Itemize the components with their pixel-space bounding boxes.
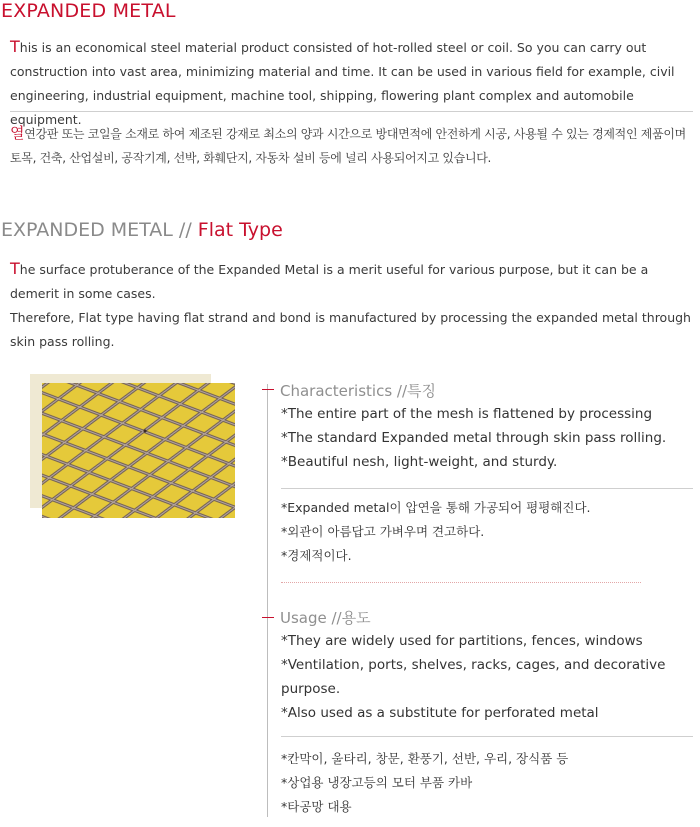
drop-letter-korean: 열	[10, 124, 25, 142]
flat-type-title-accent: Flat Type	[197, 219, 283, 241]
flat-type-title	[1, 219, 283, 241]
drop-letter-flat: T	[10, 259, 20, 278]
list-item: *Also used as a substitute for perforated metal	[281, 705, 599, 721]
usage-heading: Usage //용도	[280, 609, 371, 627]
dotted-divider	[281, 582, 641, 583]
characteristics-heading: Characteristics //특징	[280, 382, 437, 400]
usage-english-list	[281, 629, 696, 725]
list-item: *Ventilation, ports, shelves, racks, cages, and decorative purpose.	[281, 657, 666, 697]
list-item: *타공망 대용	[281, 799, 352, 814]
drop-letter: T	[10, 37, 20, 56]
list-item: *Expanded metal이 압연을 통해 가공되어 평평해진다.	[281, 500, 591, 515]
flat-expanded-metal-photo	[42, 383, 235, 518]
section-divider	[281, 488, 693, 489]
list-item: *외관이 아름답고 가벼우며 견고하다.	[281, 524, 485, 539]
characteristics-marker	[262, 389, 274, 390]
intro-korean-text: 연강판 또는 코일을 소재로 하여 제조된 강재로 최소의 양과 시간으로 방대면적에 안전하게 시공, 사용될 수 있는 경제적인 제품이며 토목, 건축, 산업설비, 공작기계, 선박, 화훼단지, 자동차 설비 등에 널리 사용되어지고 있습니다.	[10, 127, 686, 165]
characteristics-english-list	[281, 402, 696, 474]
list-item: *칸막이, 울타리, 창문, 환풍기, 선반, 우리, 장식품 등	[281, 751, 569, 766]
list-item: *상업용 냉장고등의 모터 부품 카바	[281, 775, 473, 790]
flat-type-line-1-text: he surface protuberance of the Expanded Metal is a merit useful for various purpose, but it can be a demerit in some cases.	[10, 262, 649, 301]
mesh-pattern-graphic	[42, 383, 235, 518]
list-item: *Beautiful nesh, light-weight, and sturdy.	[281, 454, 558, 470]
flat-type-description	[10, 257, 698, 354]
list-item: *The standard Expanded metal through skin pass rolling.	[281, 430, 667, 446]
list-item: *The entire part of the mesh is flattened by processing	[281, 406, 653, 422]
usage-korean-list	[281, 747, 696, 819]
column-rule	[267, 384, 268, 817]
page-title: EXPANDED METAL	[1, 0, 176, 22]
section-divider	[281, 736, 693, 737]
flat-type-line-1	[10, 257, 698, 306]
list-item: *경제적이다.	[281, 548, 352, 563]
intro-english-paragraph	[10, 35, 698, 132]
flat-type-line-2: Therefore, Flat type having flat strand and bond is manufactured by processing the expanded metal through skin pass rolling.	[10, 310, 691, 349]
section-divider	[10, 111, 693, 112]
intro-korean-paragraph	[10, 121, 698, 170]
usage-marker	[262, 617, 274, 618]
flat-type-title-prefix: EXPANDED METAL //	[1, 219, 198, 241]
characteristics-korean-list	[281, 496, 696, 568]
list-item: *They are widely used for partitions, fences, windows	[281, 633, 643, 649]
intro-english-text: his is an economical steel material product consisted of hot-rolled steel or coil. So you can carry out construction into vast area, minimizing material and time. It can be used in various field for example, civil engineering, industrial equipment, machine tool, shipping, flowering plant complex and automobile equipment.	[10, 40, 675, 127]
